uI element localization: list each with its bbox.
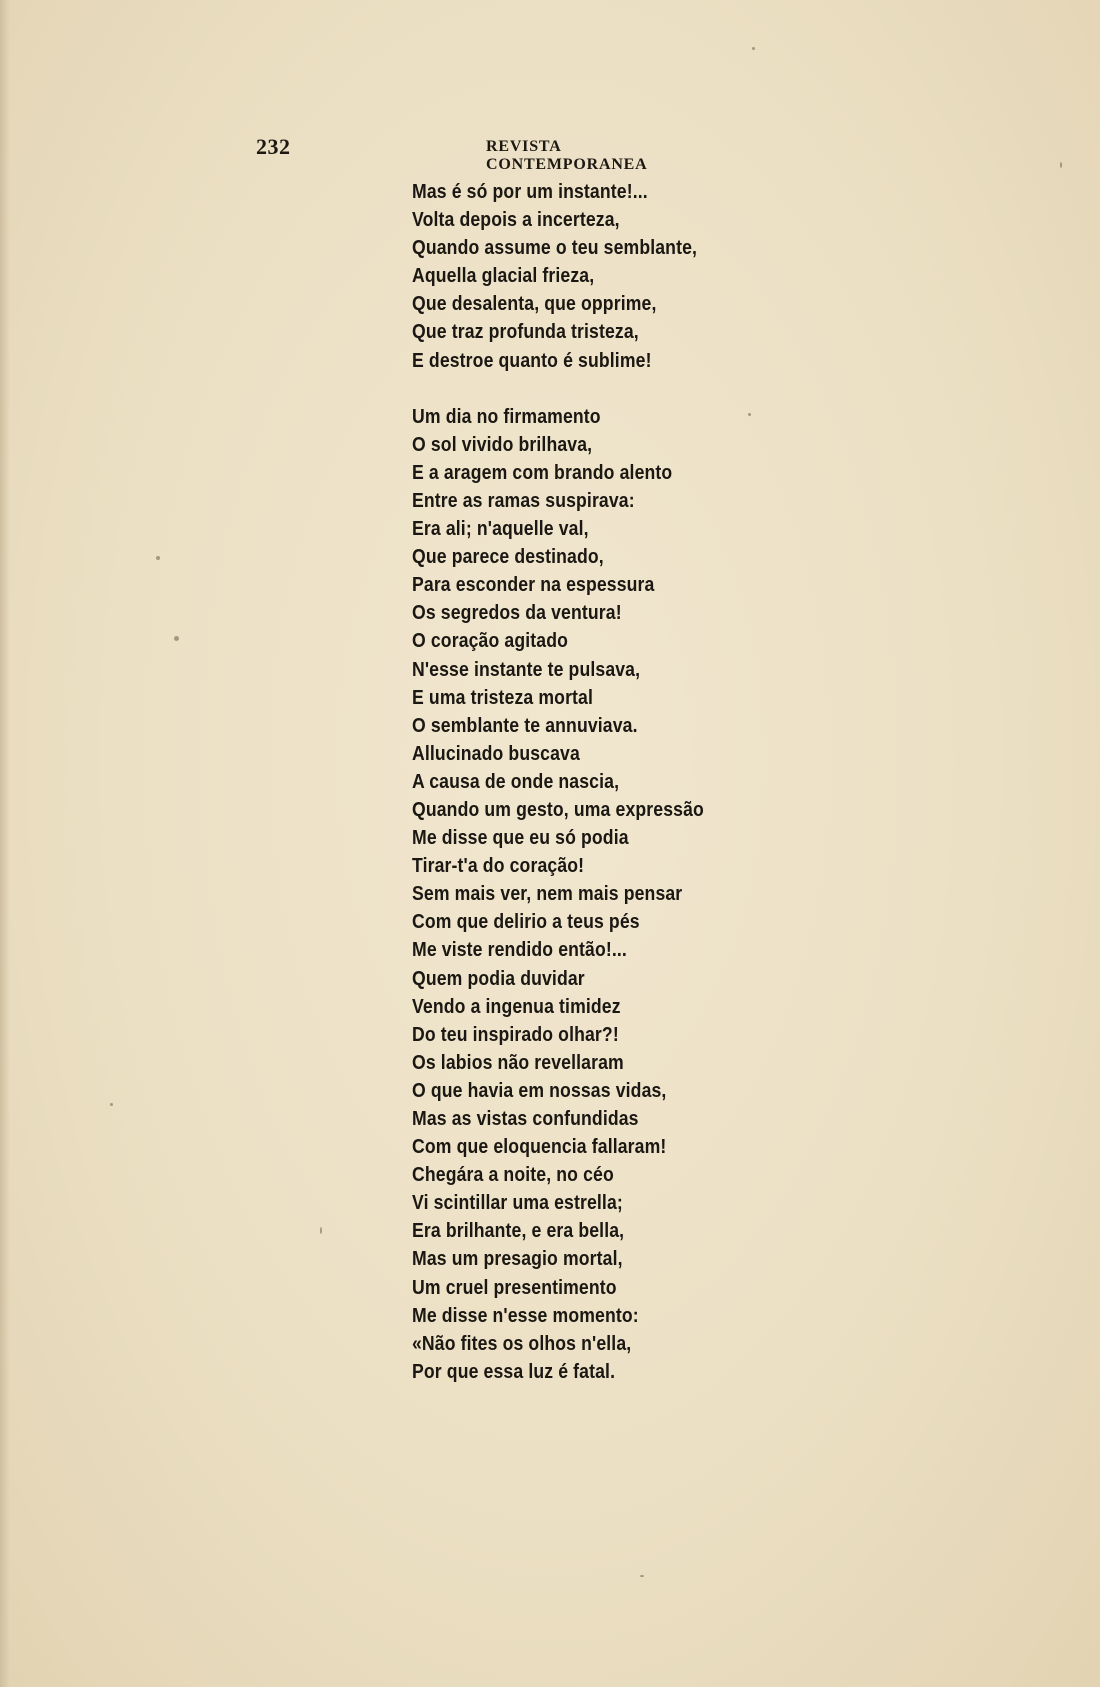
poem-line: Me viste rendido então!... [412, 938, 627, 962]
poem-line: Que desalenta, que opprime, [412, 292, 657, 316]
paper-speck [156, 556, 160, 560]
poem-line: O semblante te annuviava. [412, 713, 638, 737]
journal-title: REVISTA CONTEMPORANEA [486, 138, 648, 173]
page-number: 232 [256, 134, 291, 159]
poem-line: Era ali; n'aquelle val, [412, 517, 589, 541]
poem-line: Do teu inspirado olhar?! [412, 1022, 619, 1046]
poem [412, 178, 739, 1386]
poem-line: Vendo a ingenua timidez [412, 994, 621, 1018]
poem-line: N'esse instante te pulsava, [412, 657, 641, 681]
poem-line: Quem podia duvidar [412, 966, 585, 990]
poem-line: Me disse n'esse momento: [412, 1303, 639, 1327]
poem-line: Que traz profunda tristeza, [412, 320, 639, 344]
paper-speck [174, 636, 179, 641]
poem-line: O coração agitado [412, 629, 569, 653]
poem-line: Um cruel presentimento [412, 1275, 617, 1299]
stanza-2 [412, 403, 739, 1386]
poem-line: Tirar-t'a do coração! [412, 854, 585, 878]
poem-line: Quando um gesto, uma expressão [412, 797, 704, 821]
poem-line: Aquella glacial frieza, [412, 264, 595, 288]
poem-line: «Não fites os olhos n'ella, [412, 1331, 632, 1355]
poem-line: Com que delirio a teus pés [412, 910, 640, 934]
poem-line: Era brilhante, e era bella, [412, 1219, 625, 1243]
poem-line: Mas um presagio mortal, [412, 1247, 623, 1271]
poem-line: E destroe quanto é sublime! [412, 348, 652, 372]
paper-speck [640, 1575, 644, 1577]
poem-line: Vi scintillar uma estrella; [412, 1191, 623, 1215]
poem-line: Allucinado buscava [412, 741, 580, 765]
stanza-1 [412, 178, 739, 375]
page-edge-shadow [0, 0, 10, 1687]
poem-line: O que havia em nossas vidas, [412, 1078, 667, 1102]
poem-line: Um dia no firmamento [412, 404, 601, 428]
poem-line: O sol vivido brilhava, [412, 432, 593, 456]
poem-line: Os segredos da ventura! [412, 601, 622, 625]
poem-line: Com que eloquencia fallaram! [412, 1135, 667, 1159]
paper-speck [110, 1103, 113, 1106]
poem-line: E a aragem com brando alento [412, 460, 673, 484]
poem-line: Os labios não revellaram [412, 1050, 624, 1074]
paper-speck [752, 47, 755, 50]
poem-line: Quando assume o teu semblante, [412, 236, 698, 260]
poem-line: Por que essa luz é fatal. [412, 1359, 616, 1383]
poem-line: Que parece destinado, [412, 545, 604, 569]
poem-line: Sem mais ver, nem mais pensar [412, 882, 683, 906]
running-head [256, 134, 726, 173]
poem-line: E uma tristeza mortal [412, 685, 594, 709]
paper-speck [1060, 162, 1062, 168]
paper-speck [320, 1227, 322, 1234]
poem-line: Mas as vistas confundidas [412, 1107, 639, 1130]
poem-line: Para esconder na espessura [412, 573, 655, 597]
poem-line: Me disse que eu só podia [412, 826, 629, 850]
paper-speck [748, 413, 751, 416]
poem-line: Chegára a noite, no céo [412, 1163, 614, 1187]
poem-line: Entre as ramas suspirava: [412, 488, 635, 512]
poem-line: A causa de onde nascia, [412, 769, 620, 793]
poem-line: Volta depois a incerteza, [412, 208, 620, 232]
poem-line: Mas é só por um instante!... [412, 180, 648, 203]
